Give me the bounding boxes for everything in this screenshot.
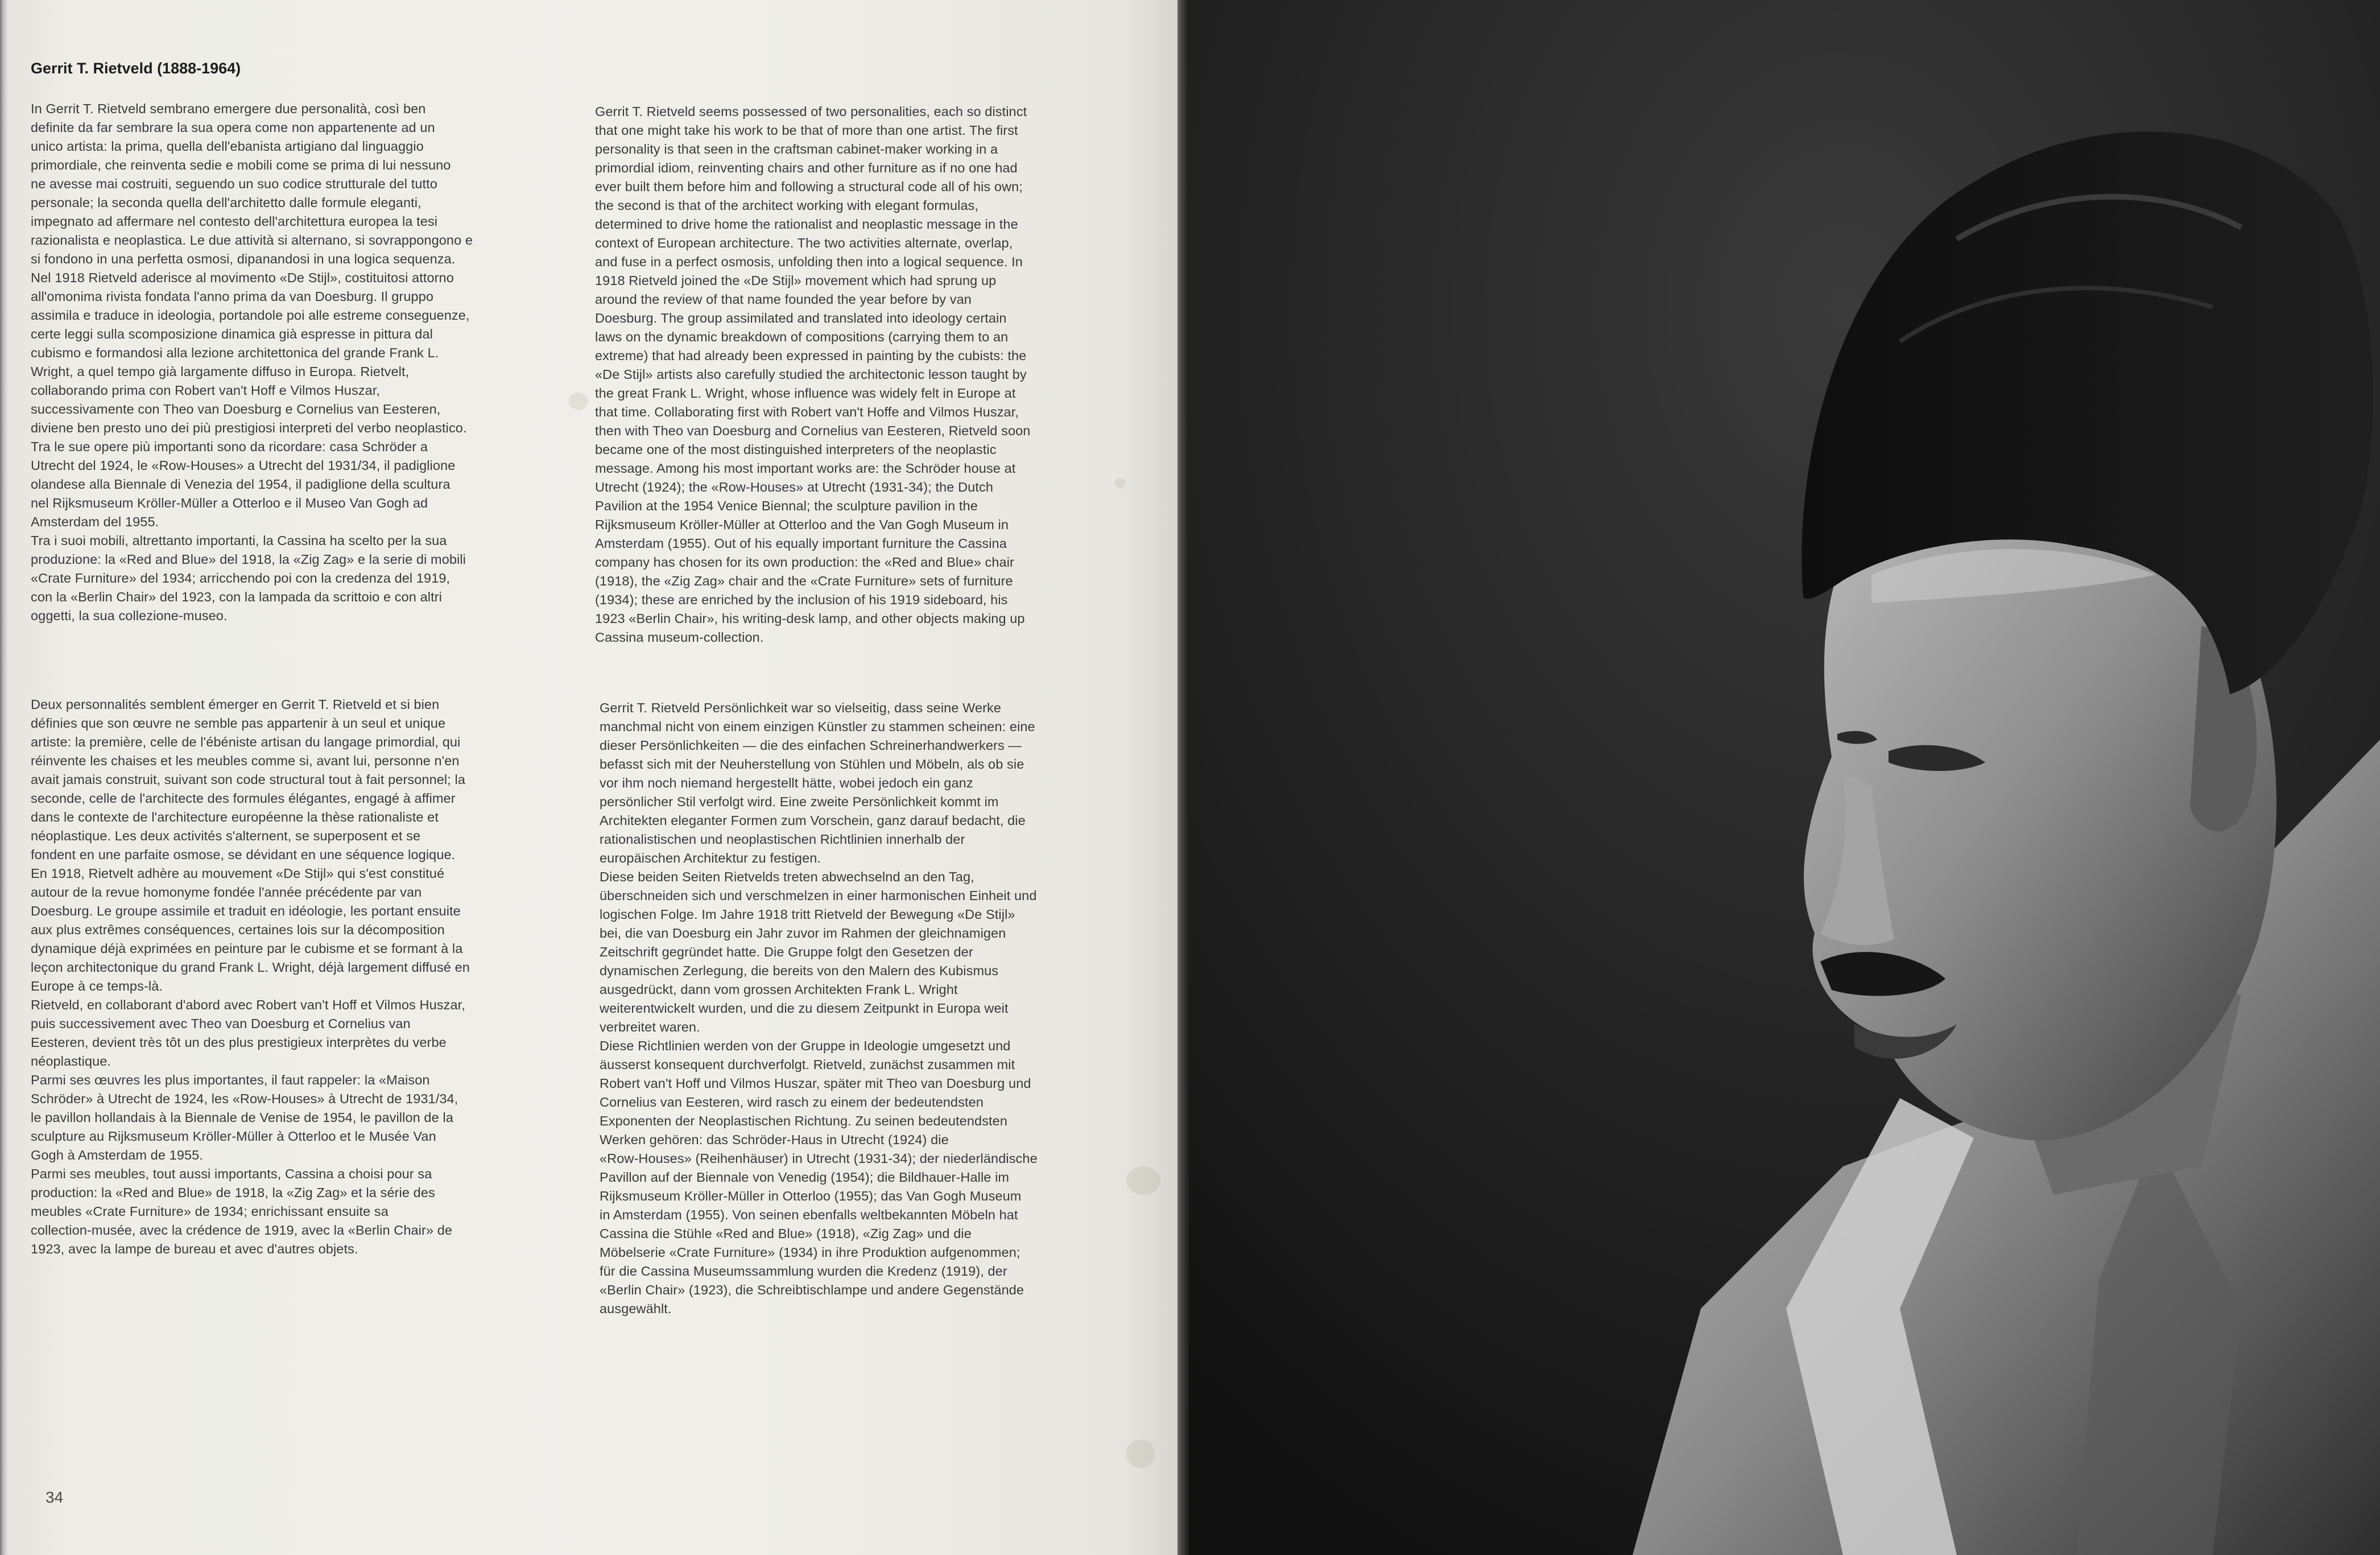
photo-page <box>1189 0 2380 1555</box>
binding-gutter <box>1177 0 1189 1555</box>
paper-stain <box>569 393 588 410</box>
page-number: 34 <box>46 1488 64 1506</box>
german-text: Gerrit T. Rietveld Persönlichkeit war so vielseitig, dass seine Werke manchmal nicht von einem einzigen Künstler zu stammen scheinen: eine dieser Persönlichkeiten — die des einfachen Schreinerhandwerkers — befasst sich mit der Neuherstellung von Stühlen und Möbeln, als ob sie vor ihm noch niemand hergestellt hätte, wobei jedoch ein ganz persönlicher Stil verfolgt wird. Eine zweite Persönlichkeit kommt im Architekten eleganter Formen zum Vorschein, ganz darauf bedacht, die rationalistischen und neoplastischen Richtlinien innerhalb der europäischen Architektur zu festigen. Diese beiden Seiten Rietvelds treten abwechselnd an den Tag, überschneiden sich und verschmelzen in einer harmonischen Einheit und logischen Folge. Im Jahre 1918 tritt Rietveld der Bewegung «De Stijl» bei, die van Doesburg ein Jahr zuvor im Rahmen der gleichnamigen Zeitschrift gegründet hatte. Die Gruppe folgt den Gesetzen der dynamischen Zerlegung, die bereits von den Malern des Kubismus ausgedrückt, dann vom grossen Architekten Frank L. Wright weiterentwickelt wurden, und die zu diesem Zeitpunkt in Europa weit verbreitet waren. Diese Richtlinien werden von der Gruppe in Ideologie umgesetzt und äusserst konsequent durchverfolgt. Rietveld, zunächst zusammen mit Robert van't Hoff und Vilmos Huszar, später mit Theo van Doesburg und Cornelius van Eesteren, wird rasch zu einem der bedeutendsten Exponenten der Neoplastischen Richtung. Zu seinen bedeutendsten Werken gehören: das Schröder-Haus in Utrecht (1924) die «Row-Houses» (Reihenhäuser) in Utrecht (1931-34); der niederländische Pavillon auf der Biennale von Venedig (1954); die Bildhauer-Halle im Rijksmuseum Kröller-Müller in Otterloo (1955); das Van Gogh Museum in Amsterdam (1955). Von seinen ebenfalls weltbekannten Möbeln hat Cassina die Stühle «Red and Blue» (1918), «Zig Zag» und die Möbelserie «Crate Furniture» (1934) in ihre Produktion aufgenommen; für die Cassina Museumssammlung wurden die Kredenz (1919), der «Berlin Chair» (1923), die Schreibtischlampe und andere Gegenstände ausgewählt. <box>600 700 1038 1316</box>
text-page <box>0 0 1177 1555</box>
paper-stain <box>1126 1439 1155 1468</box>
text-column-french <box>31 695 560 1259</box>
text-column-italian <box>31 100 560 625</box>
text-column-german <box>600 699 1123 1318</box>
english-text: Gerrit T. Rietveld seems possessed of two personalities, each so distinct that one might take his work to be that of more than one artist. The first personality is that seen in the craftsman cabinet-maker working in a primordial idiom, reinventing chairs and other furniture as if no one had ever built them before him and following a structural code all of his own; the second is that of the architect working with elegant formulas, determined to drive home the rationalist and neoplastic message in the context of European architecture. The two activities alternate, overlap, and fuse in a perfect osmosis, unfolding then into a logical sequence. In 1918 Rietveld joined the «De Stijl» movement which had sprung up around the review of that name founded the year before by van Doesburg. The group assimilated and translated into ideology certain laws on the dynamic breakdown of compositions (carrying them to an extreme) that had already been expressed in painting by the cubists: the «De Stijl» artists also carefully studied the architectonic lesson taught by the great Frank L. Wright, whose influence was widely felt in Europe at that time. Collaborating first with Robert van't Hoffe and Vilmos Huszar, then with Theo van Doesburg and Cornelius van Eesteren, Rietveld soon became one of the most distinguished interpreters of the neoplastic message. Among his most important works are: the Schröder house at Utrecht (1924); the «Row-Houses» at Utrecht (1931-34); the Dutch Pavilion at the 1954 Venice Biennal; the sculpture pavilion in the Rijksmuseum Kröller-Müller at Otterloo and the Van Gogh Museum in Amsterdam (1955). Out of his equally important furniture the Cassina company has chosen for its own production: the «Red and Blue» chair (1918), the «Zig Zag» chair and the «Crate Furniture» sets of furniture (1934); these are enriched by the inclusion of his 1919 sideboard, his 1923 «Berlin Chair», his writing-desk lamp, and other objects making up Cassina museum-collection. <box>595 104 1031 645</box>
french-text: Deux personnalités semblent émerger en Gerrit T. Rietveld et si bien définies que son œuvre ne semble pas appartenir à un seul et unique artiste: la première, celle de l'ébéniste artisan du langage primordial, qui réinvente les chaises et les meubles comme si, avant lui, personne n'en avait jamais construit, suivant son code structural tout à fait personnel; la seconde, celle de l'architecte des formules élégantes, engagé à affimer dans le contexte de l'architecture européenne la thèse rationaliste et néoplastique. Les deux activités s'alternent, se superposent et se fondent en une parfaite osmose, se dévidant en une séquence logique. En 1918, Rietvelt adhère au mouvement «De Stijl» qui s'est constitué autour de la revue homonyme fondée l'année précédente par van Doesburg. Le groupe assimile et traduit en idéologie, les portant ensuite aux plus extrêmes conséquences, certaines lois sur la décomposition dynamique déjà exprimées en peinture par le cubisme et se formant à la leçon architectonique du grand Frank L. Wright, déjà largement diffusé en Europe à ce temps-là. Rietveld, en collaborant d'abord avec Robert van't Hoff et Vilmos Huszar, puis successivement avec Theo van Doesburg et Cornelius van Eesteren, devient très tôt un des plus prestigieux interprètes du verbe néoplastique. Parmi ses œuvres les plus importantes, il faut rappeler: la «Maison Schröder» à Utrecht de 1924, les «Row-Houses» à Utrecht de 1931/34, le pavillon hollandais à la Biennale de Venise de 1954, le pavillon de la sculpture au Rijksmuseum Kröller-Müller à Otterloo et le Musée Van Gogh à Amsterdam de 1955. Parmi ses meubles, tout aussi importants, Cassina a choisi pour sa production: la «Red and Blue» de 1918, la «Zig Zag» et la série des meubles «Crate Furniture» de 1934; enrichissant ensuite sa collection-musée, avec la crédence de 1919, avec la «Berlin Chair» de 1923, avec la lampe de bureau et avec d'autres objets. <box>31 697 470 1256</box>
italian-text: In Gerrit T. Rietveld sembrano emergere due personalità, così ben definite da far sembrare la sua opera come non appartenente ad un unico artista: la prima, quella dell'ebanista artigiano dal linguaggio primordiale, che reinventa sedie e mobili come se prima di lui nessuno ne avesse mai costruiti, seguendo un suo codice strutturale del tutto personale; la seconda quella dell'architetto dalle formule eleganti, impegnato ad affermare nel contesto dell'architettura europea la tesi razionalista e neoplastica. Le due attività si alternano, si sovrappongono e si fondono in una perfetta osmosi, dipanandosi in una logica sequenza. Nel 1918 Rietveld aderisce al movimento «De Stijl», costituitosi attorno all'omonima rivista fondata l'anno prima da van Doesburg. Il gruppo assimila e traduce in ideologia, portandole poi alle estreme conseguenze, certe leggi sulla scomposizione dinamica già espresse in pittura dal cubismo e formandosi alla lezione architettonica del grande Frank L. Wright, a quel tempo già largamente diffuso in Europa. Rietvelt, collaborando prima con Robert van't Hoff e Vilmos Huszar, successivamente con Theo van Doesburg e Cornelius van Eesteren, diviene ben presto uno dei più prestigiosi interpreti del verbo neoplastico. Tra le sue opere più importanti sono da ricordare: casa Schröder a Utrecht del 1924, le «Row-Houses» a Utrecht del 1931/34, il padiglione olandese alla Biennale di Venezia del 1954, il padiglione della scultura nel Rijksmuseum Kröller-Müller a Otterloo e il Museo Van Gogh ad Amsterdam del 1955. Tra i suoi mobili, altrettanto importanti, la Cassina ha scelto per la sua produzione: la «Red and Blue» del 1918, la «Zig Zag» e la serie di mobili «Crate Furniture» del 1934; arricchendo poi con la credenza del 1919, con la «Berlin Chair» del 1923, con la lampada da scrittoio e con altri oggetti, la sua collezione-museo. <box>31 101 473 623</box>
article-title: Gerrit T. Rietveld (1888-1964) <box>31 60 241 77</box>
text-column-english <box>595 102 1118 647</box>
portrait-photo-icon <box>1189 0 2380 1555</box>
paper-stain <box>1126 1166 1160 1195</box>
